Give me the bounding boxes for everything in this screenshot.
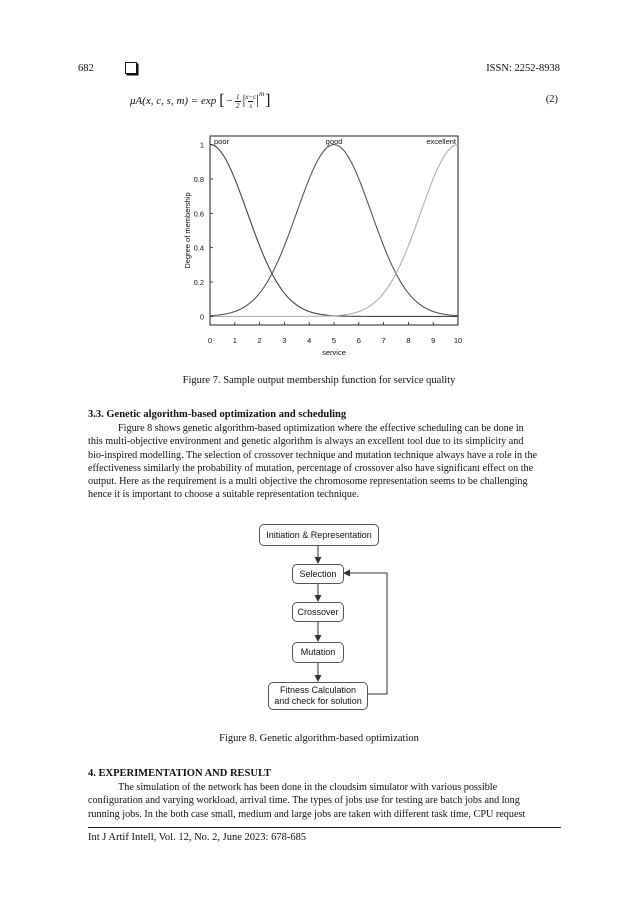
bracket-right: ]	[265, 92, 271, 109]
x-tick-label: 1	[232, 336, 237, 345]
x-tick-label: 7	[381, 336, 386, 345]
flow-node-mutation: Mutation	[292, 642, 344, 663]
flow-node-crossover: Crossover	[292, 602, 344, 622]
equation-lhs: μA(x, c, s, m) = exp	[130, 95, 217, 107]
page-number: 682	[78, 63, 94, 74]
issn: ISSN: 2252-8938	[486, 63, 560, 74]
x-tick-label: 5	[331, 336, 337, 345]
exponent: m	[259, 90, 265, 98]
series-label-good: good	[325, 137, 343, 146]
x-tick-label: 8	[406, 336, 411, 345]
flow-node-selection: Selection	[292, 564, 344, 584]
paragraph-line: hence it is important to choose a suitable representation technique.	[88, 489, 360, 501]
bracket-left: [	[219, 92, 225, 109]
y-tick-label: 0	[199, 312, 204, 322]
y-tick-label: 0.2	[193, 278, 204, 288]
y-axis-label: Degree of membership	[183, 192, 192, 269]
flow-node-initiation: Initiation & Representation	[259, 524, 379, 546]
y-tick-label: 0.6	[193, 209, 204, 219]
y-tick-label: 0.8	[193, 174, 204, 184]
series-label-poor: poor	[214, 137, 230, 146]
section-3-3-heading: 3.3. Genetic algorithm-based optimization and scheduling	[88, 409, 347, 420]
x-tick-label: 2	[257, 336, 262, 345]
fitness-line-2: and check for solution	[274, 696, 362, 706]
abs-bar-right: |	[256, 93, 260, 108]
footer-rule	[88, 827, 561, 828]
paragraph-line: configuration and varying workload, arrival time. The types of jobs use for testing are batch jobs and long	[88, 795, 520, 807]
footer-citation: Int J Artif Intell, Vol. 12, No. 2, June 2023: 678-685	[88, 832, 307, 843]
frac-num: 1	[236, 92, 240, 101]
y-tick-label: 1	[199, 140, 204, 150]
equation-minus: −	[225, 95, 234, 107]
abs-bar-left: |	[242, 93, 246, 108]
section-4-heading: 4. EXPERIMENTATION AND RESULT	[88, 768, 272, 779]
fitness-line-1: Fitness Calculation	[279, 685, 357, 695]
flow-node-fitness	[268, 682, 368, 710]
paragraph-line: Figure 8 shows genetic algorithm-based optimization where the effective scheduling can be done in	[118, 423, 524, 434]
x-axis-label: service	[322, 348, 346, 357]
paragraph-line: output. Here as the requirement is a multi objective the chromosome representation seems to be challenging	[88, 476, 528, 488]
figure8-caption: Figure 8. Genetic algorithm-based optimization	[219, 733, 419, 744]
paragraph-line: running jobs. In the both case small, medium and large jobs are taken with different task time, CPU request	[88, 808, 526, 820]
paragraph-line: effectiveness similarly the probability of mutation, percentage of crossover also have significant effect on the	[88, 462, 534, 474]
y-tick-label: 0.4	[193, 243, 204, 253]
figure7-caption: Figure 7. Sample output membership function for service quality	[182, 375, 456, 386]
x-tick-label: 9	[431, 336, 436, 345]
x-tick-label: 4	[307, 336, 312, 345]
frac-den: 2	[236, 101, 240, 110]
paragraph-line: The simulation of the network has been done in the cloudsim simulator with various possible	[118, 782, 498, 793]
inner-num: x−c	[245, 92, 257, 101]
inner-den: s	[249, 101, 253, 110]
arrow-fitness-loop-selection	[344, 573, 387, 694]
x-tick-label: 0	[207, 336, 213, 345]
series-label-excellent: excellent	[426, 137, 456, 146]
paragraph-line: bio-inspired modelling. The selection of crossover technique and mutation technique always have a role in the	[88, 449, 538, 461]
x-tick-label: 3	[282, 336, 287, 345]
section-4-paragraph	[88, 781, 561, 821]
equation-number: (2)	[545, 94, 558, 105]
x-tick-label: 6	[356, 336, 361, 345]
x-tick-label: 10	[453, 336, 463, 345]
paragraph-line: this multi-objective environment and genetic algorithm is always an excellent tool due to its simplicity and	[88, 436, 524, 448]
